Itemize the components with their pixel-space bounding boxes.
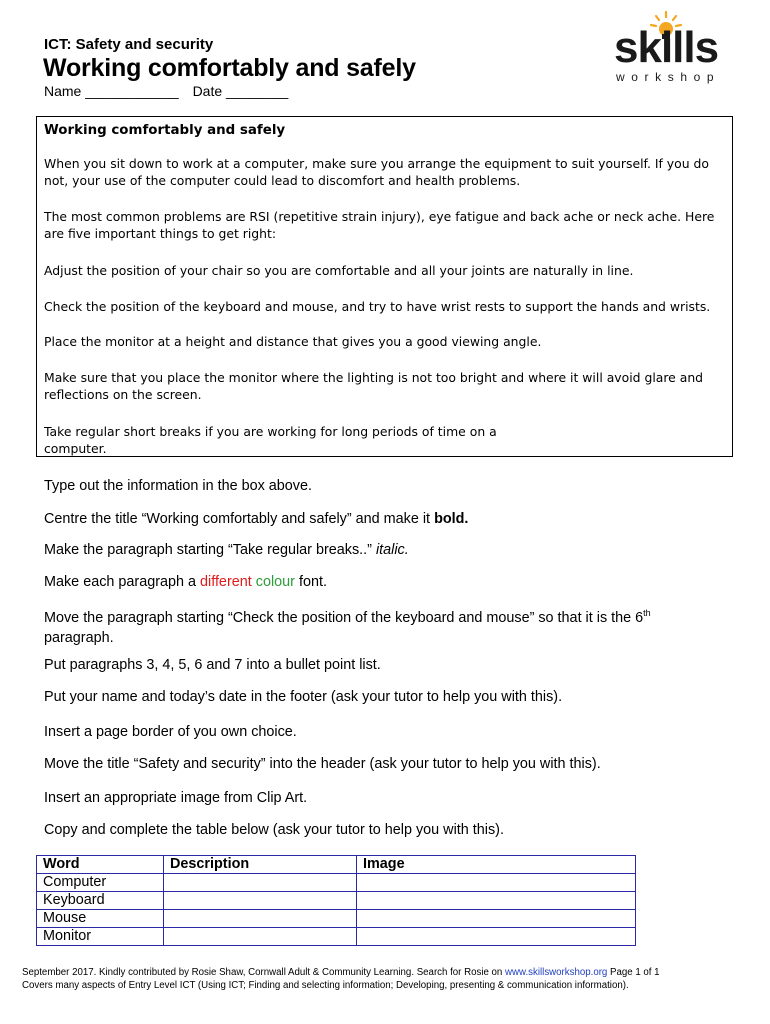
table-cell-description xyxy=(164,892,357,910)
table-header-row xyxy=(37,856,636,874)
box-paragraph: Adjust the position of your chair so you are comfortable and all your joints are naturally in line. xyxy=(44,263,634,278)
footer-line-1 xyxy=(22,966,742,979)
table-cell-word: Computer xyxy=(37,874,164,892)
instruction-4 xyxy=(44,572,734,592)
italic-word: italic. xyxy=(375,542,409,558)
box-paragraph: Take regular short breaks if you are working for long periods of time on a computer. xyxy=(44,424,497,456)
instruction-text: Move the paragraph starting “Check the position of the keyboard and mouse” so that it is the 6 xyxy=(44,609,644,626)
logo-wordmark: skills xyxy=(614,23,719,72)
instruction-6: Put paragraphs 3, 4, 5, 6 and 7 into a bullet point list. xyxy=(44,657,381,673)
table-cell-image xyxy=(357,874,636,892)
table-row xyxy=(37,928,636,946)
instruction-text: Centre the title “Working comfortably and safely” and make it xyxy=(44,511,435,527)
box-title: Working comfortably and safely xyxy=(44,123,286,138)
red-word: different xyxy=(200,574,252,590)
table-cell-word: Keyboard xyxy=(37,892,164,910)
table-header-image: Image xyxy=(357,856,636,874)
instruction-7: Put your name and today’s date in the footer (ask your tutor to help you with this). xyxy=(44,689,563,705)
skills-workshop-logo xyxy=(612,8,744,88)
instruction-9: Move the title “Safety and security” into the header (ask your tutor to help you with this). xyxy=(44,756,601,772)
table-cell-image xyxy=(357,892,636,910)
page-number: Page 1 of 1 xyxy=(607,967,660,978)
superscript: th xyxy=(643,608,651,618)
instruction-3 xyxy=(44,540,734,560)
instruction-2 xyxy=(44,509,734,529)
box-paragraph: Check the position of the keyboard and mouse, and try to have wrist rests to support the hands and wrists. xyxy=(44,299,711,314)
instruction-text: paragraph. xyxy=(44,629,114,646)
instruction-10: Insert an appropriate image from Clip Art. xyxy=(44,790,308,806)
box-paragraph: Place the monitor at a height and distance that gives you a good viewing angle. xyxy=(44,334,542,349)
table-cell-image xyxy=(357,928,636,946)
table-cell-description xyxy=(164,928,357,946)
worksheet-subject: ICT: Safety and security xyxy=(44,36,214,53)
table-cell-description xyxy=(164,910,357,928)
table-cell-word: Mouse xyxy=(37,910,164,928)
date-field: Date ________ xyxy=(192,83,289,99)
green-word: colour xyxy=(255,574,295,590)
box-paragraph: When you sit down to work at a computer, make sure you arrange the equipment to suit yourself. If you do not, your use of the computer could lead to discomfort and health problems. xyxy=(44,156,709,188)
instruction-8: Insert a page border of you own choice. xyxy=(44,724,297,740)
instruction-5 xyxy=(44,603,734,648)
table-cell-image xyxy=(357,910,636,928)
instruction-text: font. xyxy=(294,574,327,590)
instruction-1: Type out the information in the box above. xyxy=(44,478,312,494)
instruction-text: Make the paragraph starting “Take regular breaks..” xyxy=(44,542,376,558)
table-row xyxy=(37,910,636,928)
worksheet-title: Working comfortably and safely xyxy=(43,54,416,82)
page-footer xyxy=(22,966,742,992)
logo-subtitle: workshop xyxy=(616,70,721,84)
word-table xyxy=(36,855,636,946)
instruction-11: Copy and complete the table below (ask your tutor to help you with this). xyxy=(44,822,504,838)
name-date-line xyxy=(44,83,298,99)
table-header-description: Description xyxy=(164,856,357,874)
table-row xyxy=(37,892,636,910)
footer-credit: September 2017. Kindly contributed by Rosie Shaw, Cornwall Adult & Community Learning. Search for Rosie on xyxy=(22,967,506,978)
skillsworkshop-link[interactable]: www.skillsworkshop.org xyxy=(505,967,608,978)
instruction-text: Make each paragraph a xyxy=(44,574,200,590)
name-field: Name ____________ xyxy=(44,83,179,99)
box-paragraph: Make sure that you place the monitor where the lighting is not too bright and where it will avoid glare and reflections on the screen. xyxy=(44,370,704,402)
information-box xyxy=(36,116,733,457)
table-row xyxy=(37,874,636,892)
box-paragraph: The most common problems are RSI (repetitive strain injury), eye fatigue and back ache or neck ache. Here are five important things to get right: xyxy=(44,209,715,241)
table-cell-description xyxy=(164,874,357,892)
footer-line-2: Covers many aspects of Entry Level ICT (Using ICT; Finding and selecting information; Developing, presenting & communication information). xyxy=(22,980,629,991)
table-header-word: Word xyxy=(37,856,164,874)
bold-word: bold. xyxy=(434,511,469,527)
table-cell-word: Monitor xyxy=(37,928,164,946)
